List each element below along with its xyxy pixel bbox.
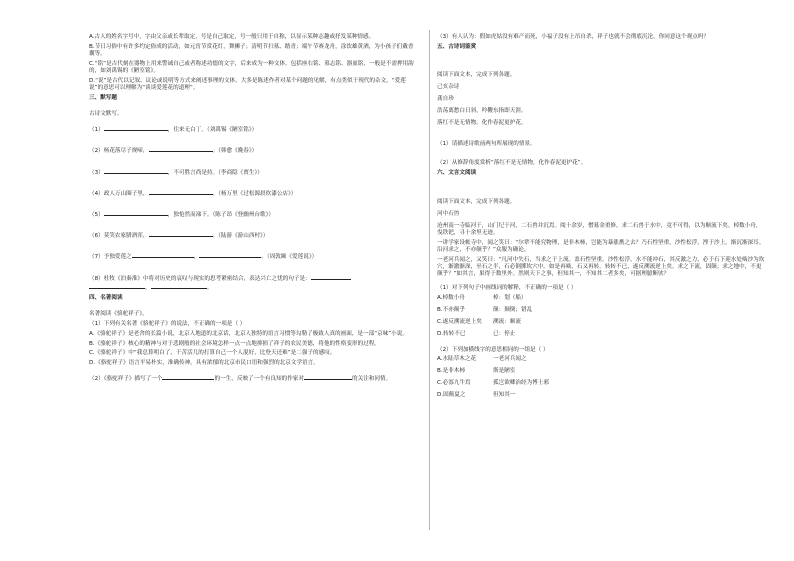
dictation-intro: 古诗文默写。 (89, 111, 123, 118)
dictation-item-3: （3） ，不可胜言尚是持。（李商隐《贾生》） (89, 169, 263, 176)
dictation-item-4: （4）政人万山圈子里， 。（杨万里《过松源晨炊漆公店》） (89, 190, 297, 197)
option-b-text: B.节日习俗中有许多约定俗成的活动，如元宵节赏花灯，舞狮子；清明节扫墓、踏青；端午节赛龙舟，涂饮雄黄酒，为小孩子们戴香囊等。 (89, 43, 414, 57)
classical-question-2: （2）下列加横线字的意思相同的一组是（ ） (437, 346, 549, 353)
option-d-text: D.“说”是古代以记叙、议论或说明等方式来阐述事理的文体，大多是陈述作者对某个问题的见解，有点类似于现代的杂文，“爱莲说”的意思可以理解为“谈谈爱莲花的道理”。 (89, 77, 406, 91)
dictation-item-7: （7）予独爱莲之 ， 。（周敦颐《爱莲说》） (89, 254, 318, 261)
answer-blank[interactable] (311, 274, 351, 280)
novel-option-a: A.《骆驼祥子》是老舍的长篇小说，北京人地道的北京话，北京人独特的语言习惯等勾勒了极致人真的画面，是一部“京味”小说。 (89, 330, 408, 337)
classical-q1-option-d: D.转转不已 已：停止 (437, 330, 516, 337)
dictation-item-1: （1） ，往来无白丁。（刘禹锡《陋室铭》） (89, 127, 258, 134)
novel-intro: 名著阅读《骆驼祥子》。 (89, 311, 148, 318)
dictation-item-8: （8）杜牧《泊秦淮》中将对历史的哀叹与现实的思考紧密结合，表达兴亡之忧的句子是： ， 。 (89, 274, 419, 292)
novel-question-1: （1）下列有关名著《骆驼祥子》的说法，不正确的一项是（ ） (89, 321, 246, 328)
classical-q1-option-a: A.棹数小舟 棹：划（船） (437, 294, 527, 301)
dictation-item-2: （2）杨花落尽子规啼， 。（韩愈《晚春》） (89, 148, 258, 155)
answer-blank[interactable] (162, 374, 214, 380)
poem-question-1: （1）请描述诗歌前两句所展现的情景。 (437, 141, 536, 148)
novel-option-c: C.《骆驼祥子》中“我总算明白了，干苦活儿的打算自己一个人混好，比登天还难”是二强子的感叹。 (89, 350, 336, 357)
classical-q2-option-c: C.必寡九牛焉 孤岂欲卿治经为博士邪 (437, 380, 549, 387)
column-divider (429, 30, 430, 530)
classical-q2-option-a: A.水陆草木之花 一老河兵闻之 (437, 356, 527, 363)
poem-line-2: 落红不是无情物，化作春泥更护花。 (437, 120, 527, 127)
classical-paragraph-3: 一老河兵闻之，又笑曰：“凡河中失石，当求之于上流。盖石性坚重，沙性松浮，水不能冲石，其反激之力，必于石下迎水处啮沙为坎穴，渐激渐深，至石之半，石必倒掷坎穴中。如是再啮，石又再转。转转不已，遂反溯流逆上矣。求之下流，固颠；求之地中，不更颠乎？”如其言，果得于数里外。然则天下之事，但知其一，不知其二者多矣，可据理臆断欤？ (437, 256, 765, 278)
dictation-item-6: （6）莫笑农家腊酒浑， 。（陆游《游山西村》） (89, 233, 269, 240)
option-a-text: A.古人的姓名字号中，字由父亲或长辈取定，号是自己取定，号一般只用于自称，以显示某种志趣或抒发某种情感。 (89, 34, 375, 40)
poem-author: 龚自珍 (437, 96, 454, 103)
option-c-text: C.“铭”是古代刻在器物上用来警诫自己或者称述功德的文字，后来成为一种文体，包括座右铭、墓志铭、器皿铭，一般是不需押用韵的，如刘禹锡的《陋室铭》。 (89, 60, 414, 74)
poem-question-2: （2）从修辞角度赏析“落红不是无情物，化作春泥更护花”。 (437, 160, 587, 167)
classical-title: 河中石兽 (437, 210, 460, 217)
poem-title: 己亥杂诗 (437, 84, 460, 91)
answer-blank[interactable] (149, 231, 213, 237)
right-column (437, 34, 767, 404)
answer-blank[interactable] (149, 189, 213, 195)
poem-line-1: 浩荡离愁白日斜，吟鞭东指即天涯。 (437, 108, 527, 115)
answer-blank[interactable] (132, 252, 194, 258)
section-6-heading: 六、文言文阅读 (437, 170, 477, 177)
answer-blank[interactable] (199, 252, 261, 258)
section-3-heading: 三、默写题 (89, 95, 117, 102)
novel-question-2: （2）《骆驼祥子》描写了一个 的一生，反映了一个有良知的作家对 的关注和同情。 (89, 376, 392, 383)
answer-blank[interactable] (89, 283, 145, 289)
answer-blank[interactable] (149, 146, 213, 152)
classical-paragraph-2: 一讲学家设帐寺中，闻之笑曰：“尔辈不能究物理，是非木柿，岂能为暴涨携之去？乃石性坚重，沙性松浮，湮于沙上，渐沉渐深耳。沿河求之，不亦颠乎？”众服为确论。 (437, 239, 765, 253)
classical-intro: 阅读下面文本，完成下列各题。 (437, 198, 516, 205)
section-4-heading: 四、名著阅读 (89, 295, 123, 302)
left-column (89, 34, 419, 386)
classical-paragraph-1: 沧州南一寺临河干，山门圮于河，二石兽并沉焉。阅十余岁，僧募金重修，求二石兽于水中，竟不可得，以为顺流下矣。棹数小舟，曳铁钯，寻十余里无迹。 (437, 222, 762, 236)
answer-blank[interactable] (104, 210, 168, 216)
classical-q2-option-b: B.是非木柿 斯是陋室 (437, 368, 516, 375)
dictation-item-5: （5） ，独怆然而涕下。（陈子昂《登幽州台歌》） (89, 212, 275, 219)
poem-intro: 阅读下面文本，完成下列各题。 (437, 72, 516, 79)
answer-blank[interactable] (151, 283, 207, 289)
novel-question-3: （3）有人认为：假如虎姑没有难产而死，小福子没有上吊自杀，祥子也就不会彻底沉沦。你同意这个观点吗？ (437, 34, 710, 40)
novel-option-b: B.《骆驼祥子》核心的精神与对于悲剧般的社会环境怎样一点一点地抑损了祥子的农民美德，将他的性格变形的过程。 (89, 340, 380, 347)
classical-q2-option-d: D.固颠夏之 但知其一 (437, 392, 516, 399)
answer-blank[interactable] (104, 168, 168, 174)
section-5-heading: 五、古诗词鉴赏 (437, 44, 477, 51)
answer-blank[interactable] (104, 125, 168, 131)
classical-q1-option-c: C.遂反溯流逆上矣 溯流：顺流 (437, 318, 521, 325)
classical-question-1: （1）对下列句子中画线词的解释，不正确的一项是（ ） (437, 284, 577, 291)
novel-option-d: D.《骆驼祥子》语言平易朴实，准确传神，具有浓郁的北京市民口语和强烈的北京文学语言。 (89, 360, 319, 367)
answer-blank[interactable] (304, 374, 352, 380)
classical-q1-option-b: B.不亦颠乎 颠：颠倒；错乱 (437, 306, 533, 313)
